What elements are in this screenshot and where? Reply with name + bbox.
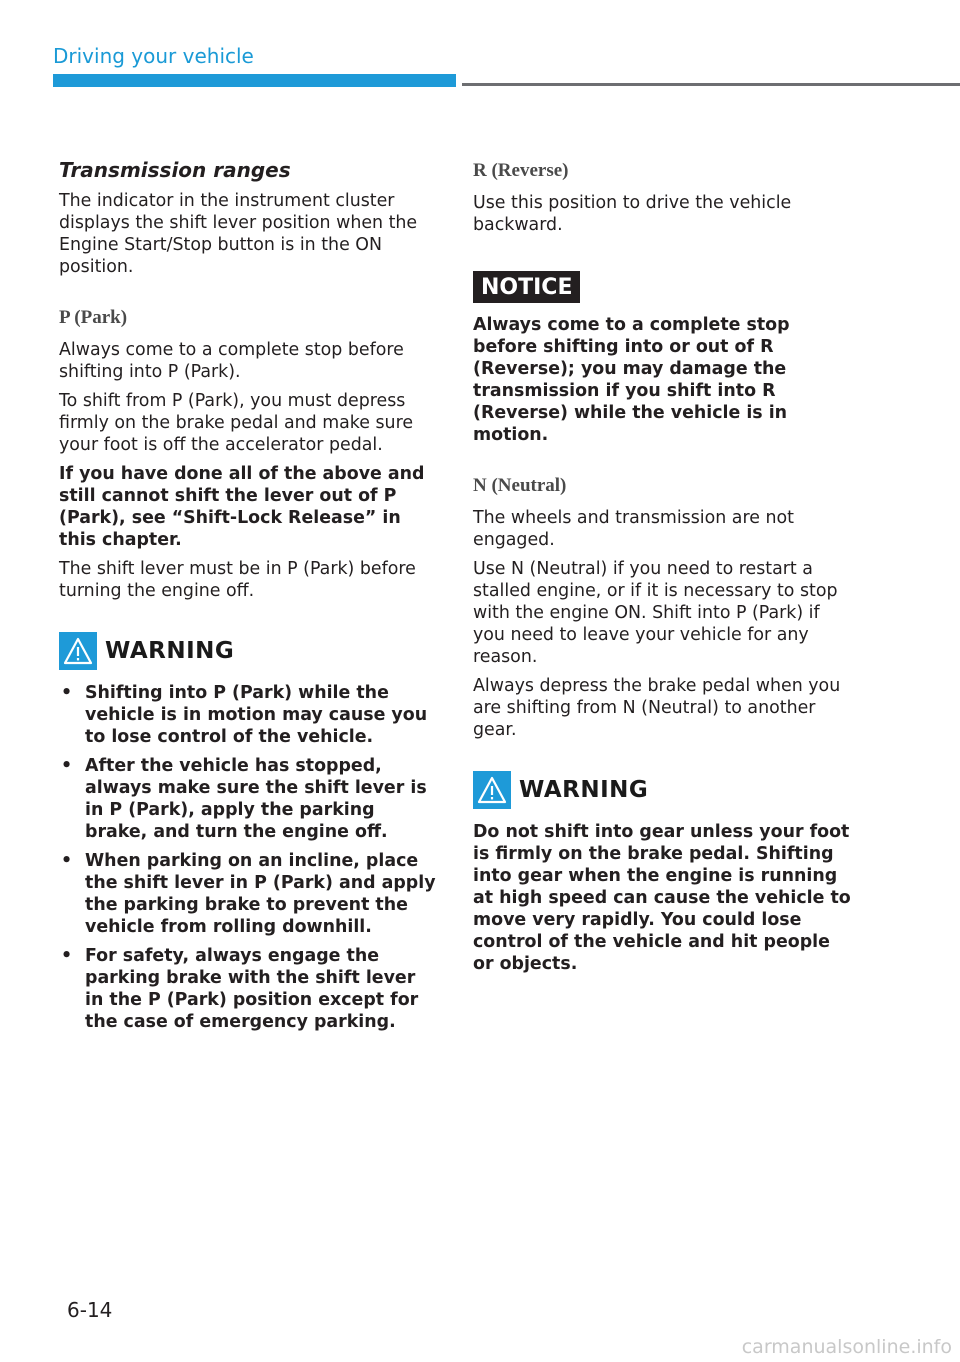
page-header-title: Driving your vehicle <box>53 44 254 68</box>
header-accent-bar <box>53 74 456 87</box>
neutral-heading: N (Neutral) <box>473 475 567 496</box>
warning-triangle-icon <box>473 771 511 809</box>
park-heading: P (Park) <box>59 307 128 328</box>
neutral-paragraph: The wheels and transmission are not engaged. <box>473 508 794 550</box>
warning-label: WARNING <box>105 638 235 664</box>
list-item: • Shifting into P (Park) while the vehicle is in motion may cause you to lose control of the vehicle. <box>59 682 437 748</box>
intro-paragraph: The indicator in the instrument cluster displays the shift lever position when the Engine Start/Stop button is in the ON position. <box>59 191 418 277</box>
reverse-heading: R (Reverse) <box>473 160 569 181</box>
warning-label: WARNING <box>519 777 649 803</box>
list-item: • For safety, always engage the parking brake with the shift lever in the P (Park) position except for the case of emergency parking. <box>59 945 437 1033</box>
park-paragraph: Always come to a complete stop before shifting into P (Park). <box>59 340 404 382</box>
right-column <box>473 158 851 982</box>
left-column <box>59 158 437 1040</box>
warning-text: Do not shift into gear unless your foot is firmly on the brake pedal. Shifting into gear when the engine is running at high speed can cause the vehicle to move very rapidly. You could lose control of the vehicle and hit people or objects. <box>473 822 851 974</box>
neutral-paragraph: Always depress the brake pedal when you are shifting from N (Neutral) to another gear. <box>473 676 841 740</box>
reverse-paragraph: Use this position to drive the vehicle backward. <box>473 193 792 235</box>
park-bold-paragraph: If you have done all of the above and still cannot shift the lever out of P (Park), see “Shift-Lock Release” in this chapter. <box>59 464 425 550</box>
header-rule <box>462 83 960 86</box>
warning-header <box>59 632 437 670</box>
notice-text: Always come to a complete stop before shifting into or out of R (Reverse); you may damage the transmission if you shift into R (Reverse) while the vehicle is in motion. <box>473 315 790 445</box>
watermark: carmanualsonline.info <box>741 1336 952 1358</box>
park-paragraph: To shift from P (Park), you must depress firmly on the brake pedal and make sure your foot is off the accelerator pedal. <box>59 391 414 455</box>
page-number: 6-14 <box>67 1298 113 1322</box>
park-paragraph: The shift lever must be in P (Park) before turning the engine off. <box>59 559 416 601</box>
neutral-paragraph: Use N (Neutral) if you need to restart a stalled engine, or if it is necessary to stop with the engine ON. Shift into P (Park) if you need to leave your vehicle for any reason. <box>473 559 838 667</box>
notice-badge: NOTICE <box>473 271 580 303</box>
warning-list <box>59 682 437 1033</box>
warning-triangle-icon <box>59 632 97 670</box>
list-item: • After the vehicle has stopped, always make sure the shift lever is in P (Park), apply the parking brake, and turn the engine off. <box>59 755 437 843</box>
section-title: Transmission ranges <box>59 158 291 182</box>
list-item: • When parking on an incline, place the shift lever in P (Park) and apply the parking brake to prevent the vehicle from rolling downhill. <box>59 850 437 938</box>
warning-header <box>473 771 851 809</box>
